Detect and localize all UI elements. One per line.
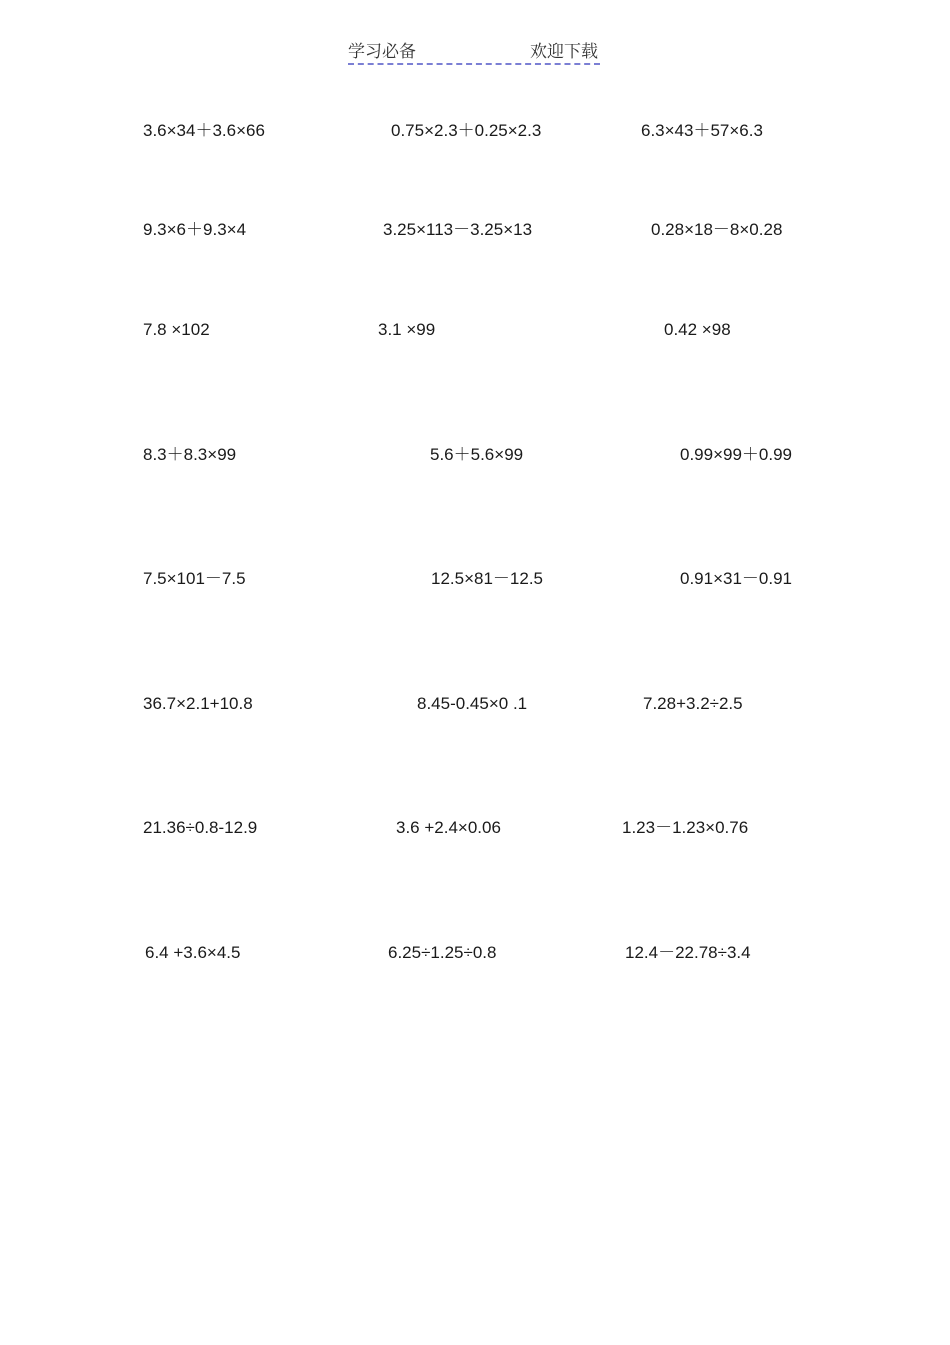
problem-r8-c2: 6.25÷1.25÷0.8 [388,943,497,962]
problem-r5-c3: 0.91×31－0.91 [680,569,793,588]
problem-r1-c2: 0.75×2.3＋0.25×2.3 [391,121,542,140]
problem-r1-c3: 6.3×43＋57×6.3 [641,121,763,140]
problem-r4-c3: 0.99×99＋0.99 [680,445,793,464]
problem-r6-c2: 8.45-0.45×0 .1 [417,694,528,713]
problem-r5-c1: 7.5×101－7.5 [143,569,246,588]
header-right-text: 欢迎下载 [530,42,598,62]
problem-r6-c1: 36.7×2.1+10.8 [143,694,253,713]
problem-r1-c1: 3.6×34＋3.6×66 [143,121,265,140]
problem-r4-c1: 8.3＋8.3×99 [143,445,237,464]
problem-r8-c1: 6.4 +3.6×4.5 [145,943,241,962]
problem-r3-c2: 3.1 ×99 [378,320,436,339]
problem-r7-c2: 3.6 +2.4×0.06 [396,818,501,837]
header-dashed-rule [348,63,600,65]
problem-r7-c3: 1.23－1.23×0.76 [622,818,749,837]
page-header [348,40,600,66]
problem-r4-c2: 5.6＋5.6×99 [430,445,524,464]
problem-r3-c3: 0.42 ×98 [664,320,731,339]
problem-r3-c1: 7.8 ×102 [143,320,210,339]
header-left-text: 学习必备 [348,42,416,62]
problem-r5-c2: 12.5×81－12.5 [431,569,544,588]
problem-r8-c3: 12.4－22.78÷3.4 [625,943,751,962]
problem-r2-c3: 0.28×18－8×0.28 [651,220,783,239]
problem-r2-c2: 3.25×113－3.25×13 [383,220,533,239]
problem-r2-c1: 9.3×6＋9.3×4 [143,220,247,239]
problem-r6-c3: 7.28+3.2÷2.5 [643,694,743,713]
problem-r7-c1: 21.36÷0.8-12.9 [143,818,258,837]
